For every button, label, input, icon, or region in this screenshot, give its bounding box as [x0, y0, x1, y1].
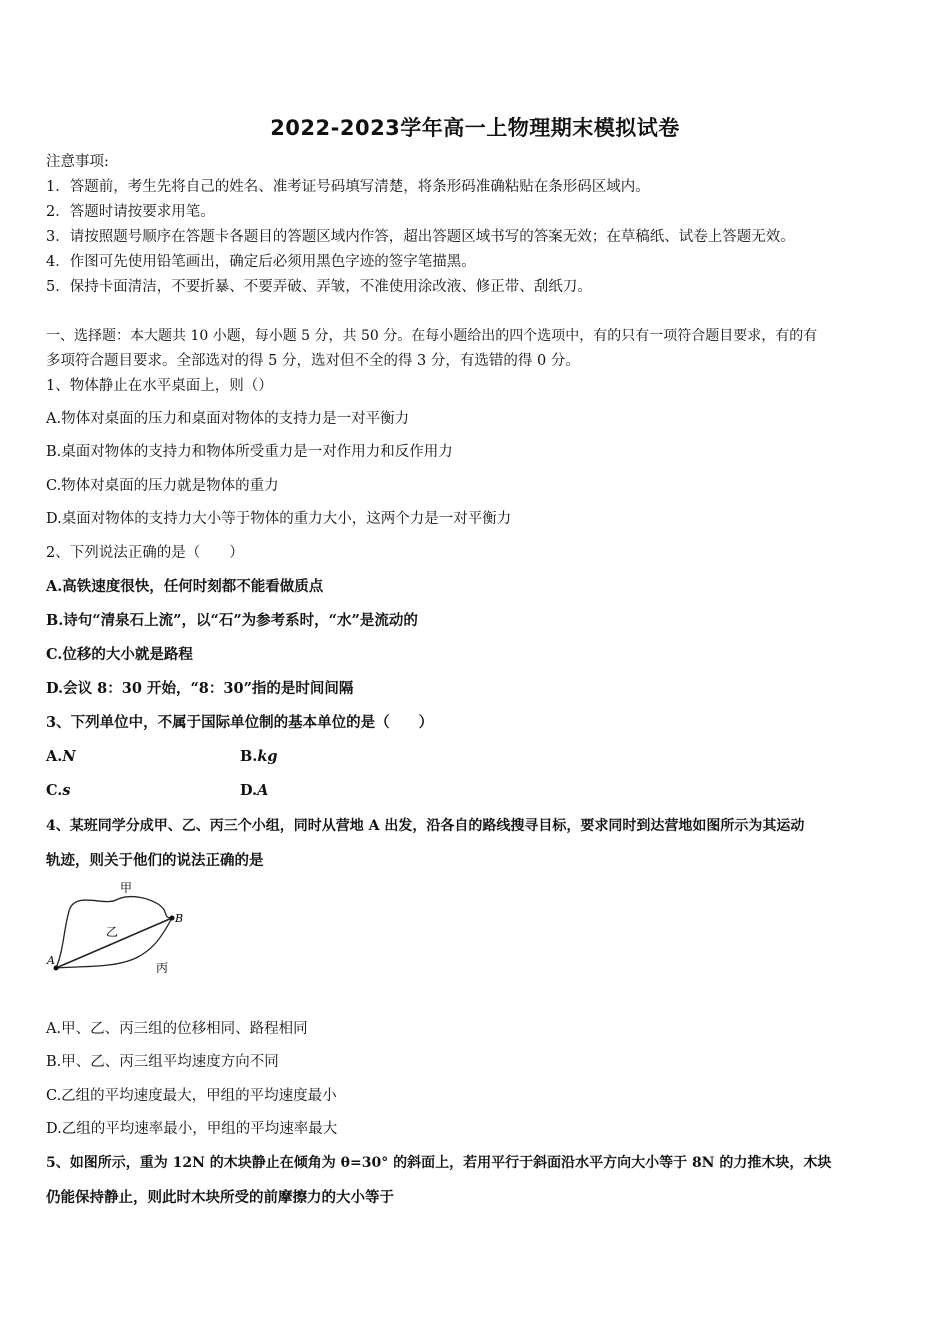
- question-3-option-a: A.N: [46, 748, 76, 765]
- question-2-option-a: A.高铁速度很快，任何时刻都不能看做质点: [46, 578, 324, 595]
- question-1-option-d: D.桌面对物体的支持力大小等于物体的重力大小，这两个力是一对平衡力: [46, 511, 512, 527]
- label-yi: 乙: [106, 925, 119, 939]
- question-4-option-c: C.乙组的平均速度最大，甲组的平均速度最小: [46, 1088, 337, 1104]
- question-2-option-c: C.位移的大小就是路程: [46, 646, 193, 663]
- question-1-option-b: B.桌面对物体的支持力和物体所受重力是一对作用力和反作用力: [46, 444, 453, 460]
- question-4-option-d: D.乙组的平均速率最小，甲组的平均速率最大: [46, 1121, 338, 1137]
- label-jia: 甲: [120, 881, 133, 895]
- label-bing: 丙: [156, 961, 169, 975]
- question-5-stem-line1: 5、如图所示，重为 12N 的木块静止在倾角为 θ=30° 的斜面上，若用平行于斜面沿水平方向大小等于 8N 的力推木块，木块: [46, 1155, 832, 1171]
- section-heading-line1: 一、选择题：本大题共 10 小题，每小题 5 分，共 50 分。在每小题给出的四个选项中，有的只有一项符合题目要求，有的有: [46, 328, 818, 344]
- question-1-option-c: C.物体对桌面的压力就是物体的重力: [46, 478, 279, 494]
- question-1-stem: 1、物体静止在水平桌面上，则（）: [46, 378, 273, 394]
- question-4-stem-line1: 4、某班同学分成甲、乙、丙三个小组，同时从营地 A 出发，沿各自的路线搜寻目标，要求同时到达营地如图所示为其运动: [46, 818, 805, 834]
- question-4-option-a: A.甲、乙、丙三组的位移相同、路程相同: [46, 1021, 308, 1037]
- notice-item: 2．答题时请按要求用笔。: [46, 204, 215, 220]
- notice-item: 3．请按照题号顺序在答题卡各题目的答题区域内作答，超出答题区域书写的答案无效；在草稿纸、试卷上答题无效。: [46, 229, 795, 245]
- question-2-stem: 2、下列说法正确的是（ ）: [46, 545, 244, 561]
- question-1-option-a: A.物体对桌面的压力和桌面对物体的支持力是一对平衡力: [46, 411, 410, 427]
- question-4-stem-line2: 轨迹，则关于他们的说法正确的是: [46, 852, 264, 869]
- point-b: [170, 916, 175, 921]
- notice-item: 4．作图可先使用铅笔画出，确定后必须用黑色字迹的签字笔描黑。: [46, 254, 476, 270]
- notice-item: 1．答题前，考生先将自己的姓名、准考证号码填写清楚，将条形码准确粘贴在条形码区域内。: [46, 179, 650, 195]
- question-3-option-b: B.kg: [240, 748, 278, 765]
- question-3-option-d: D.A: [240, 782, 269, 799]
- question-4-option-b: B.甲、乙、丙三组平均速度方向不同: [46, 1054, 279, 1070]
- section-heading-line2: 多项符合题目要求。全部选对的得 5 分，选对但不全的得 3 分，有选错的得 0 分。: [46, 353, 580, 369]
- label-b: B: [175, 912, 184, 925]
- question-3-stem: 3、下列单位中，不属于国际单位制的基本单位的是（ ）: [46, 714, 434, 731]
- question-3-option-c: C.s: [46, 782, 71, 799]
- question-2-option-d: D.会议 8：30 开始，“8：30”指的是时间间隔: [46, 680, 354, 697]
- notice-heading: 注意事项:: [46, 154, 109, 170]
- notice-item: 5．保持卡面清洁，不要折暴、不要弄破、弄皱，不准使用涂改液、修正带、刮纸刀。: [46, 279, 592, 295]
- question-2-option-b: B.诗句“清泉石上流”，以“石”为参考系时，“水”是流动的: [46, 612, 418, 629]
- trajectory-figure: [44, 880, 194, 980]
- label-a: A: [47, 954, 55, 967]
- page-title: 2022-2023学年高一上物理期末模拟试卷: [270, 116, 680, 140]
- question-5-stem-line2: 仍能保持静止，则此时木块所受的前摩擦力的大小等于: [46, 1189, 394, 1206]
